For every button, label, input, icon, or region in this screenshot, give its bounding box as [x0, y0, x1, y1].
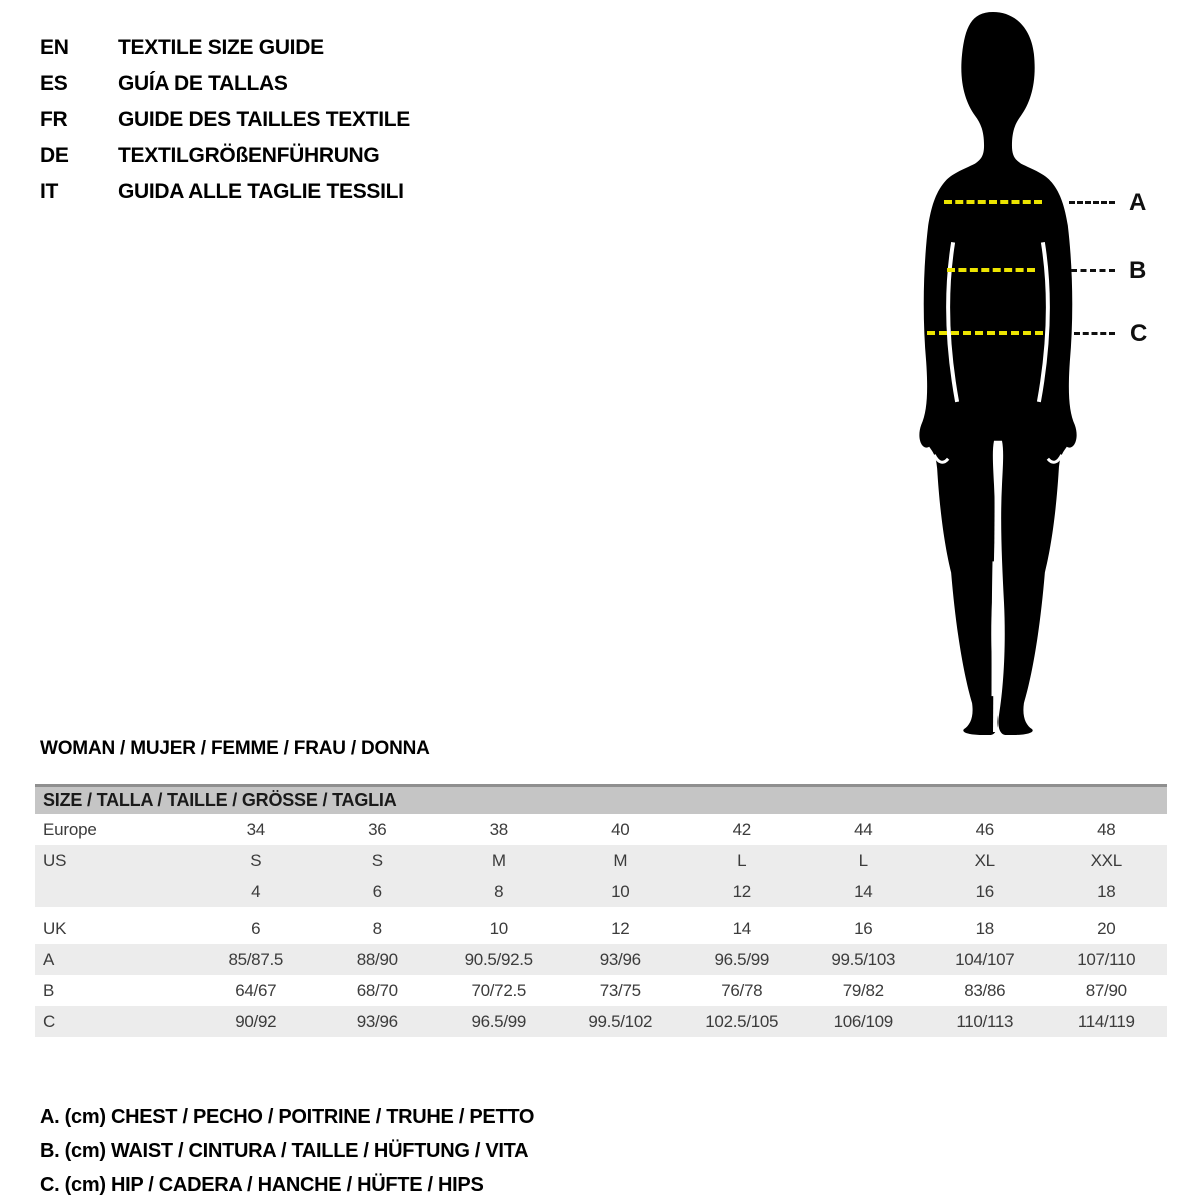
size-cell: 99.5/103	[831, 949, 896, 969]
size-cell: 38	[489, 819, 508, 839]
language-title: TEXTILE SIZE GUIDE	[118, 36, 324, 59]
size-cell: 48	[1097, 819, 1116, 839]
size-cell: 76/78	[721, 980, 763, 1000]
size-cell: 96.5/99	[471, 1011, 527, 1031]
row-label: C	[43, 1011, 56, 1031]
size-cell: 4	[251, 881, 261, 901]
row-label: US	[43, 850, 67, 870]
size-cell: 16	[854, 918, 873, 938]
language-code: EN	[40, 36, 69, 59]
size-cell: 42	[732, 819, 751, 839]
legend-waist: B. (cm) WAIST / CINTURA / TAILLE / HÜFTUNG / VITA	[40, 1139, 529, 1162]
size-cell: 93/96	[356, 1011, 398, 1031]
row-europe	[35, 814, 1167, 845]
size-cell: 34	[246, 819, 265, 839]
size-cell: 85/87.5	[228, 949, 284, 969]
size-cell: 18	[1097, 881, 1116, 901]
size-cell: M	[613, 850, 628, 870]
size-cell: 12	[611, 918, 630, 938]
size-cell: 104/107	[955, 949, 1015, 969]
size-cell: 6	[372, 881, 382, 901]
size-cell: 10	[489, 918, 508, 938]
size-cell: 18	[975, 918, 994, 938]
marker-label-a: A	[1129, 189, 1147, 216]
legend-hip: C. (cm) HIP / CADERA / HANCHE / HÜFTE / HIPS	[40, 1173, 484, 1196]
size-cell: 20	[1097, 918, 1116, 938]
chest-measure-line-yellow	[944, 200, 1042, 204]
marker-label-c: C	[1130, 320, 1148, 347]
woman-silhouette-icon	[893, 8, 1103, 736]
size-cell: 93/96	[599, 949, 641, 969]
language-code: ES	[40, 72, 68, 95]
size-cell: S	[371, 850, 383, 870]
size-cell: 8	[372, 918, 382, 938]
size-table	[35, 784, 1167, 1037]
row-label: B	[43, 980, 55, 1000]
size-cell: 87/90	[1085, 980, 1127, 1000]
size-cell: 110/113	[956, 1011, 1014, 1031]
size-cell: 16	[975, 881, 994, 901]
size-cell: 106/109	[833, 1011, 893, 1031]
size-cell: M	[491, 850, 506, 870]
size-cell: 46	[975, 819, 994, 839]
size-cell: 8	[494, 881, 504, 901]
size-table-header: SIZE / TALLA / TAILLE / GRÖSSE / TAGLIA	[35, 784, 1167, 814]
size-cell: 90/92	[235, 1011, 277, 1031]
size-cell: L	[858, 850, 868, 870]
hip-callout-line	[1074, 332, 1115, 335]
size-cell: 102.5/105	[705, 1011, 779, 1031]
size-cell: 73/75	[599, 980, 641, 1000]
row-us-letters	[35, 845, 1167, 876]
row-label: A	[43, 949, 55, 969]
row-c-hip	[35, 1006, 1167, 1037]
waist-measure-line-yellow	[947, 268, 1035, 272]
size-cell: 88/90	[356, 949, 398, 969]
size-cell: 14	[732, 918, 751, 938]
size-cell: 68/70	[356, 980, 398, 1000]
marker-label-b: B	[1129, 257, 1147, 284]
size-cell: 40	[611, 819, 630, 839]
size-cell: 44	[854, 819, 873, 839]
size-cell: 12	[732, 881, 751, 901]
size-cell: L	[737, 850, 747, 870]
language-title: TEXTILGRÖßENFÜHRUNG	[118, 144, 380, 167]
size-cell: XL	[974, 850, 995, 870]
row-b-waist	[35, 975, 1167, 1006]
size-cell: 6	[251, 918, 261, 938]
language-code: FR	[40, 108, 68, 131]
row-a-chest	[35, 944, 1167, 975]
size-cell: 10	[611, 881, 630, 901]
size-cell: 36	[368, 819, 387, 839]
size-cell: 114/119	[1077, 1011, 1135, 1031]
size-cell: XXL	[1090, 850, 1122, 870]
row-us-numbers	[35, 876, 1167, 907]
language-title: GUIDE DES TAILLES TEXTILE	[118, 108, 410, 131]
language-title: GUÍA DE TALLAS	[118, 72, 288, 95]
legend-chest: A. (cm) CHEST / PECHO / POITRINE / TRUHE / PETTO	[40, 1105, 535, 1128]
size-cell: S	[250, 850, 262, 870]
language-title: GUIDA ALLE TAGLIE TESSILI	[118, 180, 404, 203]
row-label: Europe	[43, 819, 97, 839]
size-cell: 83/86	[964, 980, 1006, 1000]
size-cell: 70/72.5	[471, 980, 527, 1000]
row-uk	[35, 913, 1167, 944]
waist-callout-line	[1071, 269, 1115, 272]
language-code: DE	[40, 144, 69, 167]
size-cell: 64/67	[235, 980, 277, 1000]
measurement-legend	[40, 1100, 534, 1200]
hip-measure-line-yellow	[927, 331, 1043, 335]
size-cell: 90.5/92.5	[464, 949, 533, 969]
chest-callout-line	[1069, 201, 1115, 204]
size-cell: 99.5/102	[588, 1011, 653, 1031]
size-cell: 96.5/99	[714, 949, 770, 969]
size-cell: 107/110	[1077, 949, 1136, 969]
row-label: UK	[43, 918, 67, 938]
size-cell: 79/82	[842, 980, 884, 1000]
size-cell: 14	[854, 881, 873, 901]
language-code: IT	[40, 180, 59, 203]
section-title: WOMAN / MUJER / FEMME / FRAU / DONNA	[40, 738, 430, 759]
